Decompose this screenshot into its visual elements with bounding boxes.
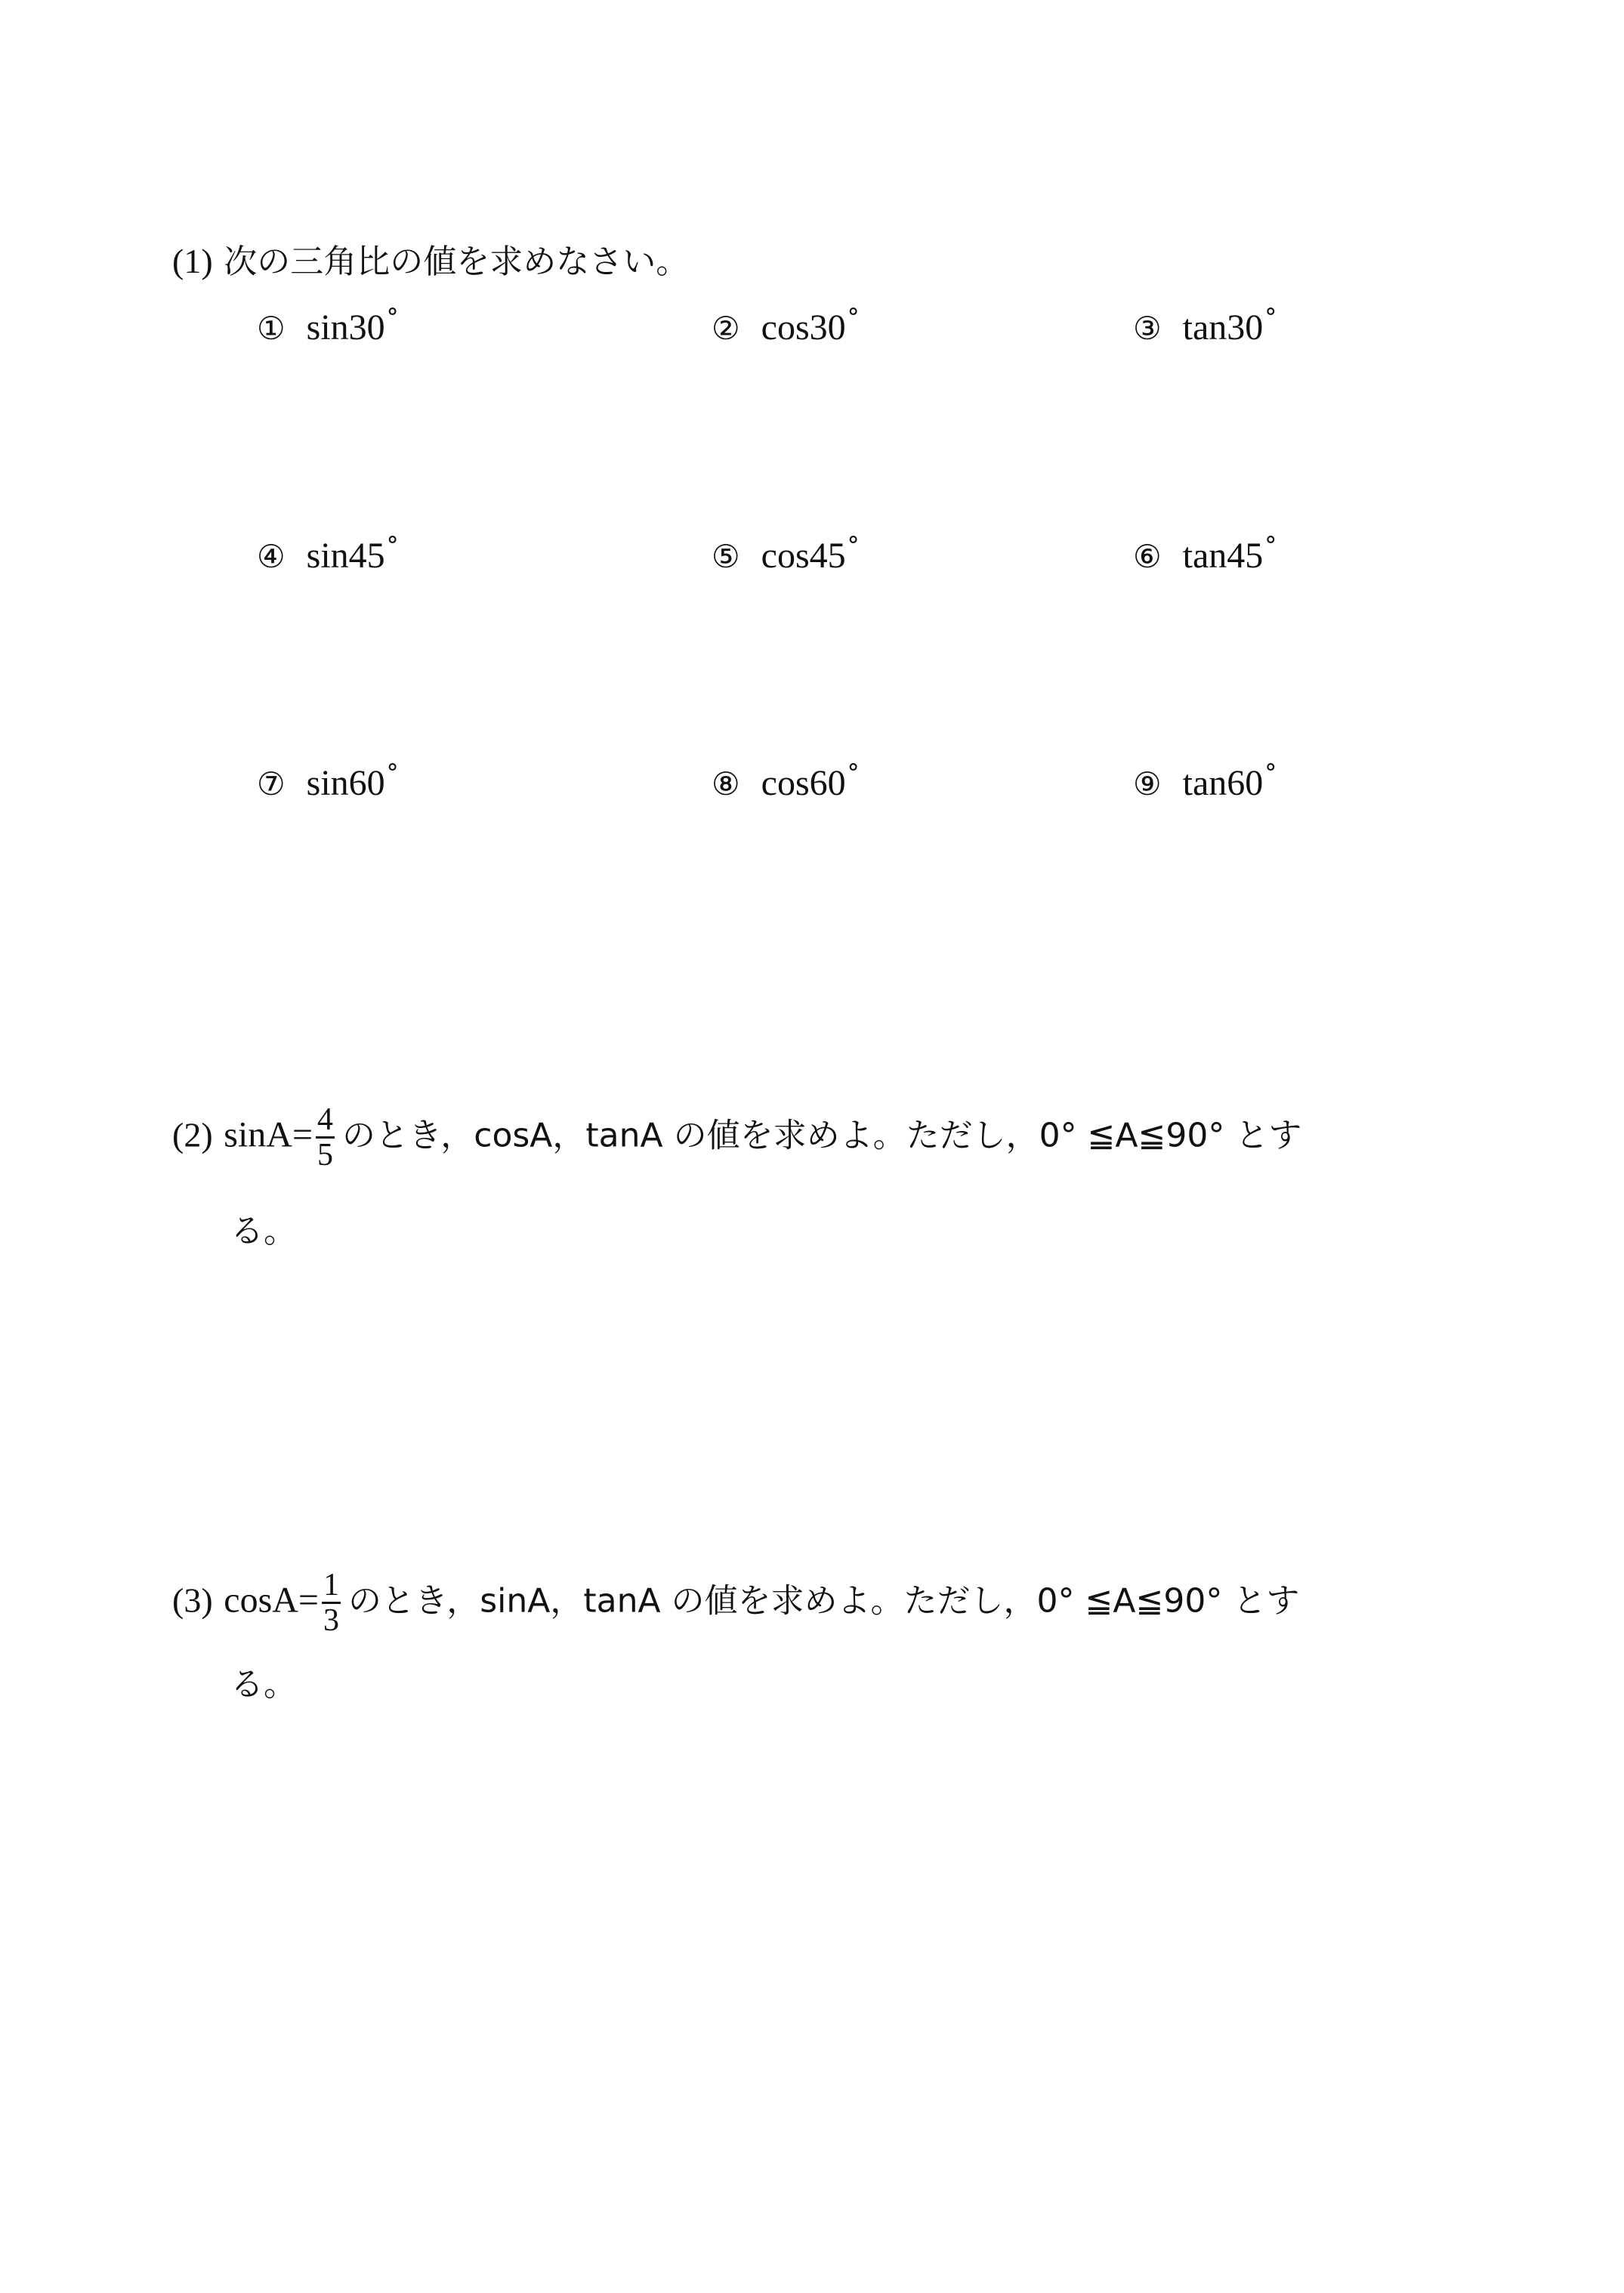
q2-lhs: sinA= [224,1114,313,1155]
q1-item [712,750,860,807]
q2-fraction [316,1103,335,1172]
item-expr: tan60 [1182,763,1264,803]
q3-lhs: cosA= [224,1580,319,1621]
q3-label: (3) [172,1581,213,1620]
degree-sign: ° [386,303,399,332]
item-expr: sin60 [306,763,385,803]
q1-item [257,750,399,807]
degree-sign: ° [847,759,860,787]
q1-item [1133,295,1277,351]
q2-text: のとき，cosA，tanA の値を求めよ。ただし，0° ≦A≦90° とす [342,1116,1302,1155]
item-expr: cos30 [761,307,846,348]
q2-continuation [230,1207,297,1254]
item-mark: ⑧ [712,765,740,802]
degree-sign: ° [386,759,399,787]
item-mark: ② [712,310,740,347]
item-expr: sin45 [306,536,385,576]
q2-cont: る。 [230,1212,297,1250]
q3-text: のとき，sinA，tanA の値を求めよ。ただし，0° ≦A≦90° とす [347,1581,1300,1621]
q2-label: (2) [172,1115,213,1154]
item-mark: ⑤ [712,538,740,575]
fraction-numerator: 4 [317,1102,334,1137]
item-expr: tan30 [1182,307,1264,348]
q3-cont: る。 [230,1665,297,1704]
degree-sign: ° [847,303,860,332]
item-mark: ④ [257,538,286,575]
degree-sign: ° [1264,531,1277,560]
item-mark: ③ [1133,310,1162,347]
item-expr: tan45 [1182,536,1264,576]
degree-sign: ° [847,531,860,560]
fraction-numerator: 1 [323,1568,339,1602]
item-mark: ⑨ [1133,765,1162,802]
q1-item [1133,523,1277,579]
q1-item [257,295,399,351]
q2-line [172,1103,1301,1172]
degree-sign: ° [386,531,399,560]
q3-fraction [322,1568,341,1637]
degree-sign: ° [1264,303,1277,332]
q3-continuation [230,1661,297,1707]
q1-item [712,295,860,351]
item-mark: ⑦ [257,765,286,802]
fraction-denominator: 5 [317,1138,334,1173]
q1-line [172,238,689,285]
item-expr: cos45 [761,536,846,576]
item-mark: ⑥ [1133,538,1162,575]
item-mark: ① [257,310,286,347]
q3-line [172,1568,1299,1637]
q1-item [257,523,399,579]
q1-label: (1) [172,242,213,280]
degree-sign: ° [1264,759,1277,787]
q1-item [1133,750,1277,807]
q1-item [712,523,860,579]
item-expr: sin30 [306,307,385,348]
q1-text: 次の三角比の値を求めなさい。 [224,243,690,281]
fraction-denominator: 3 [323,1603,339,1638]
item-expr: cos60 [761,763,846,803]
